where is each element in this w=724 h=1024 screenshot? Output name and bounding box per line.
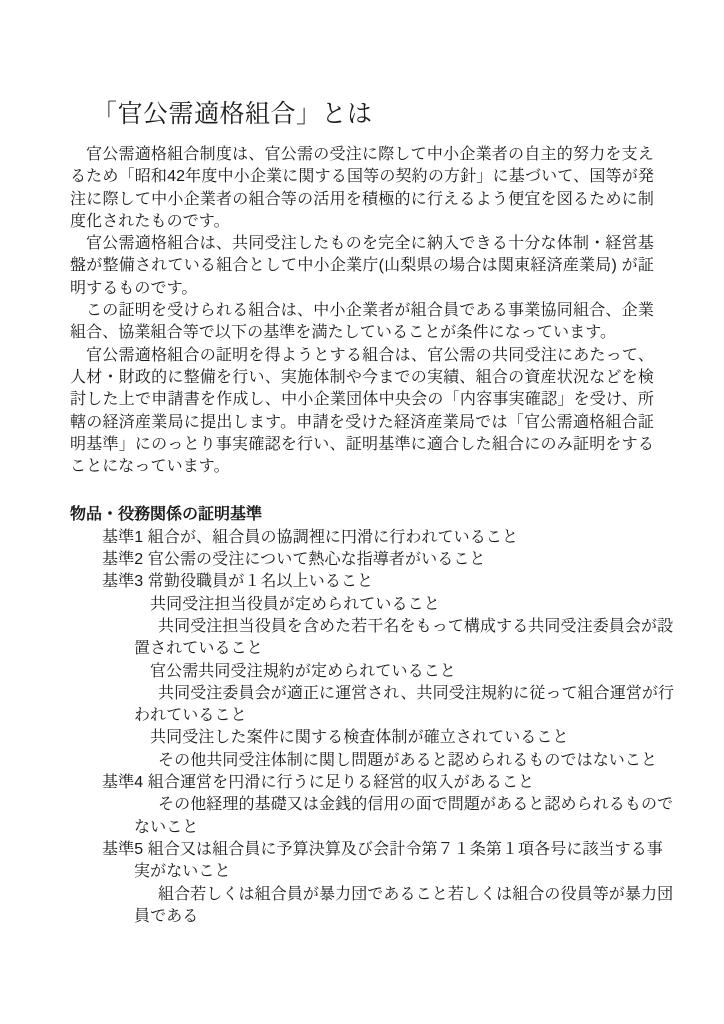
criteria-line: 基準3 常勤役職員が１名以上いること xyxy=(102,573,374,591)
criteria-line: 基準4 組合運営を円滑に行うに足りる経営的収入があること xyxy=(102,774,535,792)
criteria-line: その他共同受注体制に関し問題があると認められるものではないこと xyxy=(158,751,658,769)
page-title: 「官公需適格組合」とは xyxy=(92,100,373,128)
criteria-line: 共同受注担当役員を含めた若干名をもって構成する共同受注委員会が設 xyxy=(158,617,674,635)
criteria-line: 共同受注委員会が適正に運営され、共同受注規約に従って組合運営が行 xyxy=(158,684,675,702)
intro-paragraph: 官公需適格組合の証明を得ようとする組合は、官公需の共同受注にあたって、人材・財政的に整備を行い、実施体制や今までの実績、組合の資産状況などを検討した上で申請書を作成し、中小企業団体中央会の「内容事実確認」を受け、所轄の経済産業局に提出します。申請を受けた経済産業局では「官公需適格組合証明基準」にのっとり事実確認を行い、証明基準に適合した組合にのみ証明をすることになっています。 xyxy=(70,346,654,476)
criteria-section xyxy=(70,504,724,928)
criteria-line: われていること xyxy=(134,707,247,725)
intro-paragraphs xyxy=(70,144,654,478)
criteria-line: 組合若しくは組合員が暴力団であること若しくは組合の役員等が暴力団 xyxy=(158,885,674,903)
criteria-line: その他経理的基礎又は金銭的信用の面で問題があると認められるもので xyxy=(158,796,674,814)
criteria-line: 官公需共同受注規約が定められていること xyxy=(150,662,456,680)
criteria-line: 員である xyxy=(134,907,199,925)
criteria-line: 共同受注した案件に関する検査体制が確立されていること xyxy=(150,729,569,747)
criteria-line: 基準1 組合が、組合員の協調裡に円滑に行われていること xyxy=(102,528,519,546)
intro-paragraph: 官公需適格組合制度は、官公需の受注に際して中小企業者の自主的努力を支えるため「昭和42年度中小企業に関する国等の契約の方針」に基づいて、国等が発注に際して中小企業者の組合等の活用を積極的に行えるよう便宜を図るために制度化されたものです。 xyxy=(70,146,654,230)
criteria-heading: 物品・役務関係の証明基準 xyxy=(70,506,263,524)
intro-paragraph: この証明を受けられる組合は、中小企業者が組合員である事業協同組合、企業組合、協業組合等で以下の基準を満たしていることが条件になっています。 xyxy=(70,302,654,342)
criteria-line: 置されていること xyxy=(134,640,263,658)
criteria-line: 基準2 官公需の受注について熱心な指導者がいること xyxy=(102,551,486,569)
criteria-line: 共同受注担当役員が定められていること xyxy=(150,595,440,613)
criteria-line: 実がないこと xyxy=(134,863,231,881)
criteria-line: 基準5 組合又は組合員に予算決算及び会計令第７１条第１項各号に該当する事 xyxy=(102,840,663,858)
criteria-line: ないこと xyxy=(134,818,199,836)
intro-paragraph: 官公需適格組合は、共同受注したものを完全に納入できる十分な体制・経営基盤が整備されている組合として中小企業庁(山梨県の場合は関東経済産業局) が証明するものです。 xyxy=(70,235,654,297)
criteria-lines xyxy=(70,527,724,928)
